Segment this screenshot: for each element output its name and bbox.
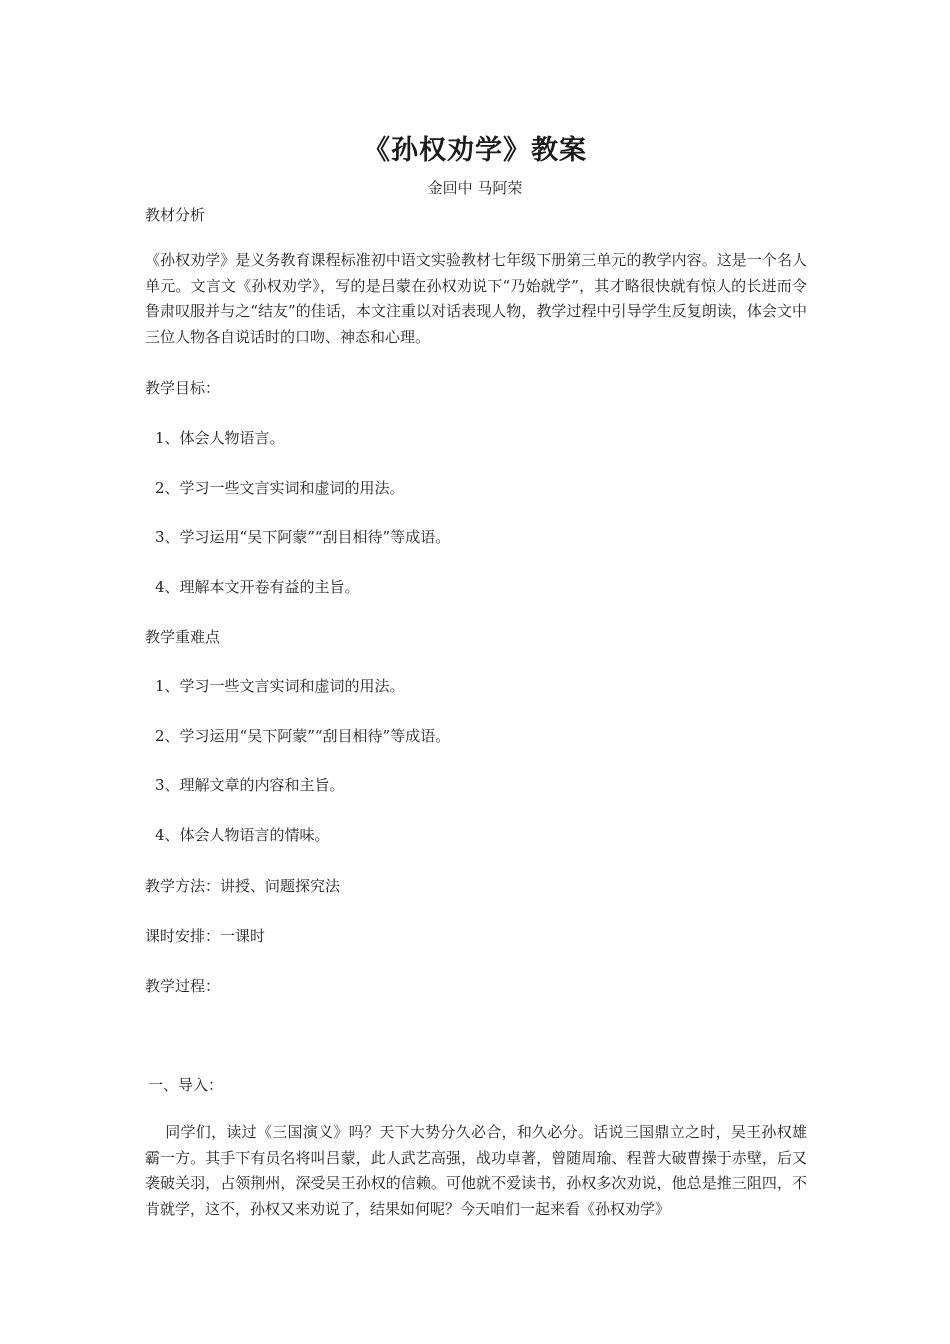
- goal-item: 3、学习运用“吴下阿蒙”“刮目相待”等成语。: [155, 528, 451, 546]
- key-point-item: 4、体会人物语言的情味。: [155, 826, 330, 844]
- section-heading-process: 教学过程：: [145, 977, 221, 995]
- author-line: 金回中 马阿荣: [427, 179, 523, 197]
- key-point-item: 3、理解文章的内容和主旨。: [155, 776, 345, 794]
- teaching-method: 教学方法：讲授、问题探究法: [145, 877, 341, 895]
- goal-item: 4、理解本文开卷有益的主旨。: [155, 578, 360, 596]
- step-heading-intro: 一、导入：: [148, 1076, 224, 1094]
- section-heading-key-points: 教学重难点: [145, 628, 221, 646]
- key-point-item: 1、学习一些文言实词和虚词的用法。: [155, 677, 405, 695]
- key-point-item: 2、学习运用“吴下阿蒙”“刮目相待”等成语。: [155, 727, 451, 745]
- material-paragraph: 《孙权劝学》是义务教育课程标准初中语文实验教材七年级下册第三单元的教学内容。这是一个名人单元。文言文《孙权劝学》，写的是吕蒙在孙权劝说下“乃始就学”，其才略很快就有惊人的长进而令鲁肃叹服并与之“结友”的佳话，本文注重以对话表现人物，教学过程中引导学生反复朗读，体会文中三位人物各自说话时的口吻、神态和心理。: [145, 251, 807, 346]
- goal-item: 1、体会人物语言。: [155, 429, 285, 447]
- goal-item: 2、学习一些文言实词和虚词的用法。: [155, 479, 405, 497]
- section-heading-goals: 教学目标：: [145, 379, 221, 397]
- document-title: 《孙权劝学》教案: [363, 135, 587, 166]
- class-schedule: 课时安排：一课时: [145, 927, 266, 945]
- section-heading-material: 教材分析: [145, 206, 206, 224]
- intro-paragraph: 同学们，读过《三国演义》吗？天下大势分久必合，和久必分。话说三国鼎立之时，吴王孙权雄霸一方。其手下有员名将叫吕蒙，此人武艺高强，战功卓著，曾随周瑜、程普大破曹操于赤壁，后又袭破关羽，占领荆州，深受吴王孙权的信赖。可他就不爱读书，孙权多次劝说，他总是推三阻四，不肯就学，这不，孙权又来劝说了，结果如何呢？今天咱们一起来看《孙权劝学》: [145, 1123, 807, 1218]
